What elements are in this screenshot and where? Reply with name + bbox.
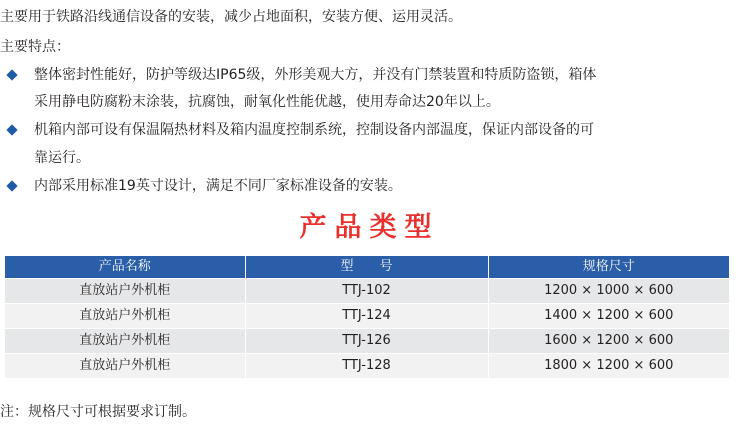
feature-3-line-1: 内部采用标准19英寸设计，满足不同厂家标准设备的安装。 (34, 178, 402, 194)
product-table (5, 256, 729, 378)
cell-model: TTJ-126 (245, 329, 488, 354)
cell-product-name: 直放站户外机柜 (5, 354, 245, 379)
features-heading: 主要特点： (0, 39, 70, 55)
table-header-row (5, 256, 729, 279)
table-row (5, 304, 729, 329)
cell-product-name: 直放站户外机柜 (5, 279, 245, 304)
footnote: 注：规格尺寸可根据要求订制。 (0, 404, 196, 420)
diamond-bullet-icon (5, 120, 19, 140)
column-header-model: 型 号 (245, 256, 488, 279)
feature-1-line-2: 采用静电防腐粉末涂装，抗腐蚀，耐氧化性能优越，使用寿命达20年以上。 (34, 94, 500, 110)
feature-2-line-1: 机箱内部可设有保温隔热材料及箱内温度控制系统，控制设备内部温度，保证内部设备的可 (34, 122, 594, 138)
table-row (5, 279, 729, 304)
cell-size: 1800 × 1200 × 600 (488, 354, 729, 379)
feature-1-line-1: 整体密封性能好，防护等级达IP65级，外形美观大方，并没有门禁装置和特质防盗锁，箱体 (34, 67, 597, 83)
feature-2-line-2: 靠运行。 (34, 150, 90, 166)
cell-size: 1400 × 1200 × 600 (488, 304, 729, 329)
column-header-size: 规格尺寸 (488, 256, 729, 279)
cell-model: TTJ-128 (245, 354, 488, 379)
table-row (5, 329, 729, 354)
cell-model: TTJ-124 (245, 304, 488, 329)
diamond-bullet-icon (5, 176, 19, 196)
product-type-title: 产品类型 (299, 212, 440, 243)
table-row (5, 354, 729, 379)
cell-size: 1600 × 1200 × 600 (488, 329, 729, 354)
intro-text: 主要用于铁路沿线通信设备的安装，减少占地面积，安装方便、运用灵活。 (0, 9, 462, 25)
cell-product-name: 直放站户外机柜 (5, 329, 245, 354)
cell-size: 1200 × 1000 × 600 (488, 279, 729, 304)
cell-model: TTJ-102 (245, 279, 488, 304)
cell-product-name: 直放站户外机柜 (5, 304, 245, 329)
column-header-product-name: 产品名称 (5, 256, 245, 279)
diamond-bullet-icon (5, 65, 19, 85)
